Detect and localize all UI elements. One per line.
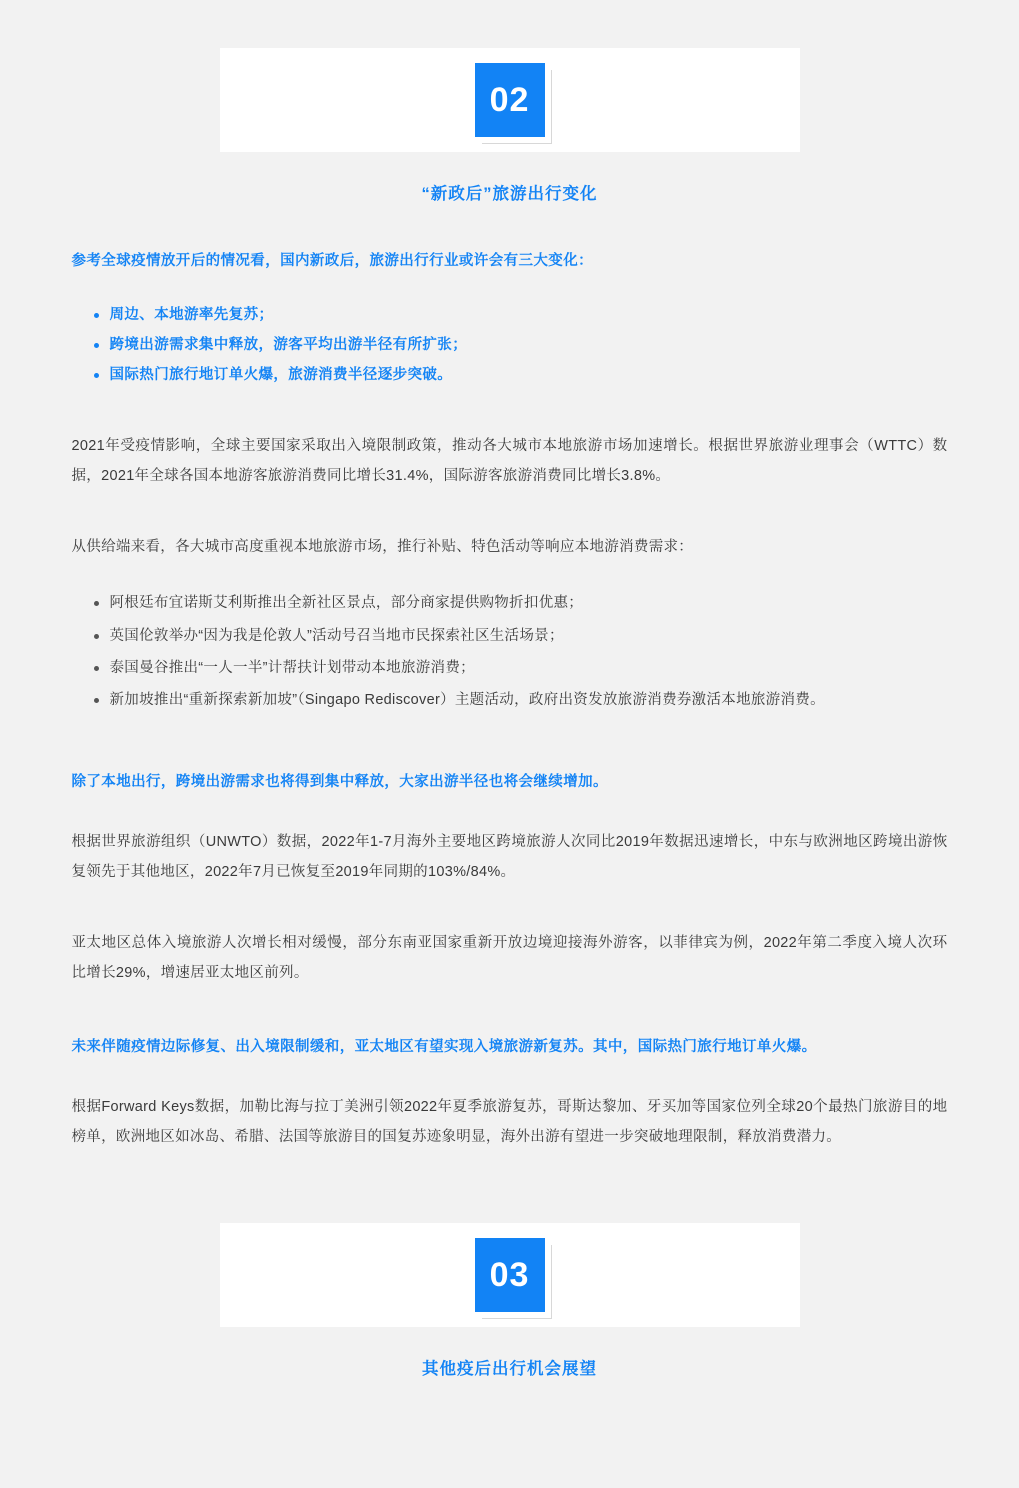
list-item: 英国伦敦举办“因为我是伦敦人”活动号召当地市民探索社区生活场景； [94,621,948,651]
bottom-spacer [72,1379,948,1419]
list-item: 国际热门旅行地订单火爆，旅游消费半径逐步突破。 [94,360,948,390]
section-title-02: “新政后”旅游出行变化 [421,185,598,203]
section-lead-text: 参考全球疫情放开后的情况看，国内新政后，旅游出行行业或许会有三大变化： [71,253,593,269]
list-item: 泰国曼谷推出“一人一半”计帮扶计划带动本地旅游消费； [94,653,948,683]
document-page [0,48,1019,1488]
section-number-badge-03 [475,1238,545,1312]
paragraph-wttc-data: 2021年受疫情影响，全球主要国家采取出入境限制政策，推动各大城市本地旅游市场加速增长。根据世界旅游业理事会（WTTC）数据，2021年全球各国本地游客旅游消费同比增长31.4%，国际游客旅游消费同比增长3.8%。 [71,437,948,485]
city-example-list [72,588,948,716]
paragraph-supply-side: 从供给端来看，各大城市高度重视本地旅游市场，推行补贴、特色活动等响应本地游消费需求： [71,538,694,555]
paragraph-forward-keys: 根据Forward Keys数据，加勒比海与拉丁美洲引领2022年夏季旅游复苏，哥斯达黎加、牙买加等国家位列全球20个最热门旅游目的地榜单，欧洲地区如冰岛、希腊、法国等旅游目的国复苏迹象明显，海外出游有望进一步突破地理限制，释放消费潜力。 [71,1098,948,1146]
article-content [72,48,948,1419]
section-number-badge-02 [475,63,545,137]
list-item: 周边、本地游率先复苏； [94,300,948,330]
highlight-asia-recovery: 未来伴随疫情边际修复、出入境限制缓和，亚太地区有望实现入境旅游新复苏。其中，国际热门旅行地订单火爆。 [71,1038,817,1055]
section-badge-container-02 [220,48,800,152]
list-item: 新加坡推出“重新探索新加坡”（Singapo Rediscover）主题活动，政府出资发放旅游消费券激活本地旅游消费。 [94,685,948,715]
highlight-cross-border: 除了本地出行，跨境出游需求也将得到集中释放，大家出游半径也将会继续增加。 [71,773,608,790]
section-number-02: 02 [489,81,530,119]
section-badge-container-03 [220,1223,800,1327]
list-item: 跨境出游需求集中释放，游客平均出游半径有所扩张； [94,330,948,360]
paragraph-asia-pacific: 亚太地区总体入境旅游人次增长相对缓慢，部分东南亚国家重新开放边境迎接海外游客，以菲律宾为例，2022年第二季度入境人次环比增长29%，增速居亚太地区前列。 [71,934,948,982]
list-item: 阿根廷布宜诺斯艾利斯推出全新社区景点，部分商家提供购物折扣优惠； [94,588,948,618]
lead-bullet-list [72,300,948,391]
section-spacer [72,1153,948,1223]
section-title-03: 其他疫后出行机会展望 [422,1359,597,1378]
section-number-03: 03 [489,1255,530,1294]
paragraph-unwto-data: 根据世界旅游组织（UNWTO）数据，2022年1-7月海外主要地区跨境旅游人次同比2019年数据迅速增长，中东与欧洲地区跨境出游恢复领先于其他地区，2022年7月已恢复至2019年同期的103%/84%。 [71,833,948,881]
